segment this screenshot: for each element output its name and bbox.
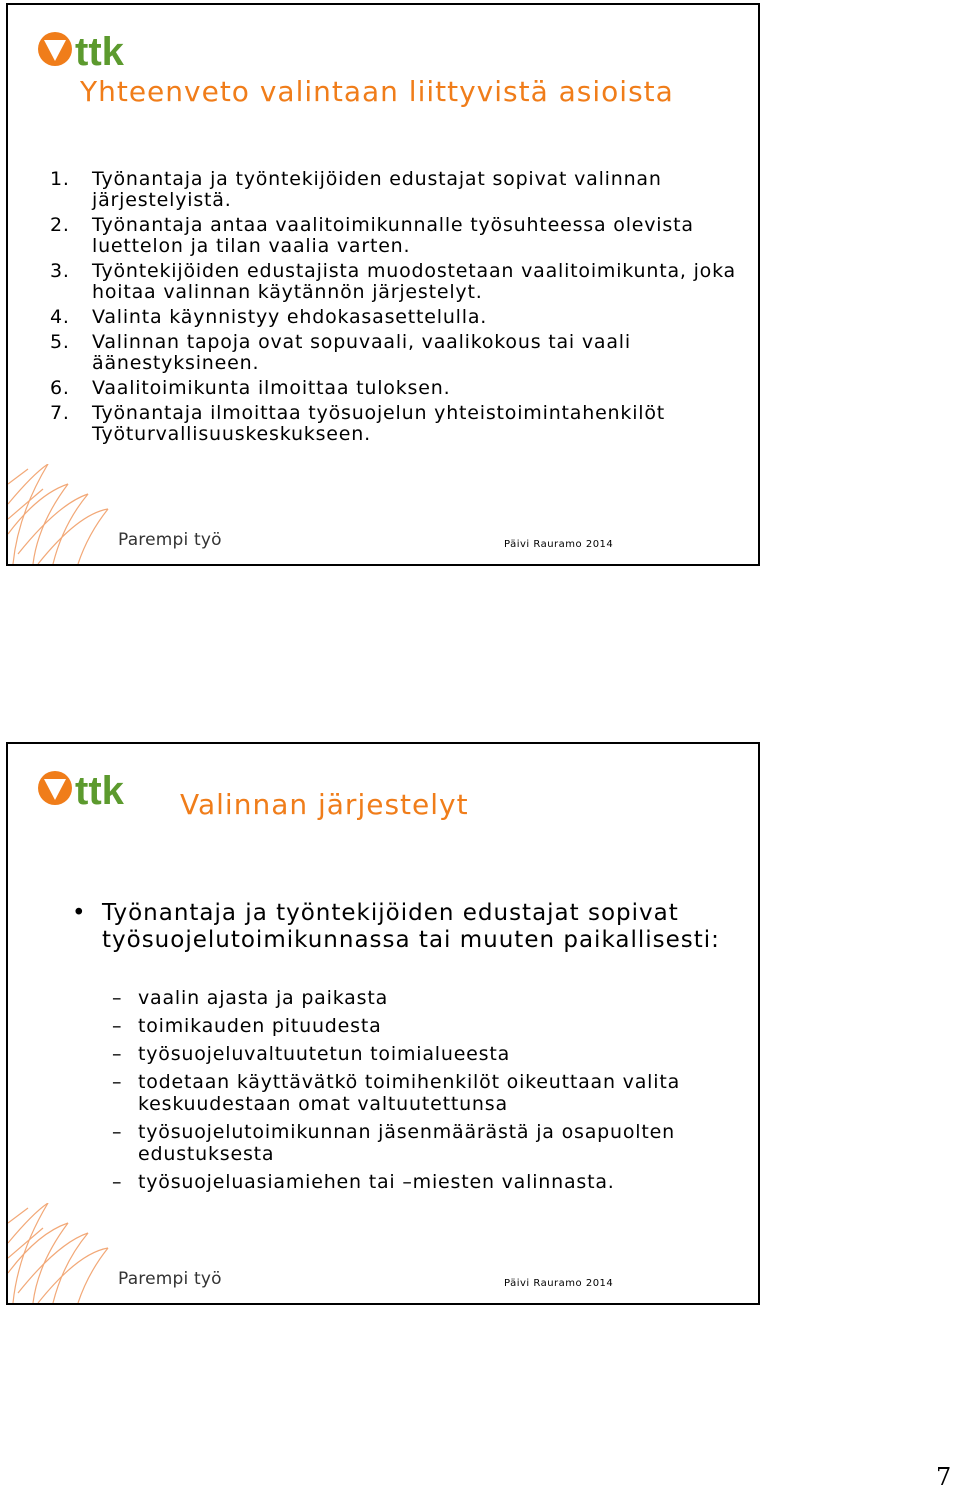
main-bullet-text: Työnantaja ja työntekijöiden edustajat sopivat työsuojelutoimikunnassa tai muuten paikallisesti:	[102, 900, 720, 953]
item-text: Työnantaja ilmoittaa työsuojelun yhteistoimintahenkilöt Työturvallisuuskeskukseen.	[92, 402, 666, 445]
decorative-lines-graphic	[8, 1203, 120, 1303]
item-number: 5.	[50, 331, 70, 353]
item-number: 7.	[50, 402, 70, 424]
list-item	[50, 332, 740, 374]
list-item	[50, 378, 740, 399]
sub-bullet-list	[112, 987, 732, 1199]
steps-list	[50, 169, 740, 449]
item-number: 4.	[50, 306, 70, 328]
main-bullet	[72, 900, 732, 954]
footer-brand: Parempi työ	[118, 530, 222, 550]
dash-icon: –	[112, 1171, 123, 1193]
item-text: Työnantaja ja työntekijöiden edustajat sopivat valinnan järjestelyistä.	[92, 168, 662, 211]
footer-author: Päivi Rauramo 2014	[504, 539, 614, 550]
dash-icon: –	[112, 1015, 123, 1037]
ttk-logo	[36, 766, 146, 812]
item-text: Valinta käynnistyy ehdokasasettelulla.	[92, 306, 488, 328]
item-number: 6.	[50, 377, 70, 399]
slide-summary	[6, 3, 760, 566]
decorative-lines-graphic	[8, 464, 120, 564]
list-item	[50, 215, 740, 257]
item-text: vaalin ajasta ja paikasta	[138, 987, 389, 1009]
list-item	[50, 307, 740, 328]
list-item	[50, 261, 740, 303]
item-text: todetaan käyttävätkö toimihenkilöt oikeuttaan valita keskuudestaan omat valtuutettunsa	[138, 1071, 681, 1115]
item-number: 3.	[50, 260, 70, 282]
item-text: Vaalitoimikunta ilmoittaa tuloksen.	[92, 377, 451, 399]
item-text: toimikauden pituudesta	[138, 1015, 382, 1037]
list-item	[50, 169, 740, 211]
item-text: työsuojeluasiamiehen tai –miesten valinnasta.	[138, 1171, 615, 1193]
footer-author: Päivi Rauramo 2014	[504, 1278, 614, 1289]
slide-title: Valinnan järjestelyt	[180, 788, 469, 821]
ttk-logo	[36, 27, 146, 73]
list-item	[112, 1071, 732, 1115]
dash-icon: –	[112, 1121, 123, 1143]
slide-arrangements	[6, 742, 760, 1305]
slide-title: Yhteenveto valintaan liittyvistä asioista	[80, 75, 674, 108]
item-text: työsuojelutoimikunnan jäsenmäärästä ja osapuolten edustuksesta	[138, 1121, 675, 1165]
dash-icon: –	[112, 1043, 123, 1065]
item-number: 1.	[50, 168, 70, 190]
list-item	[112, 1171, 732, 1193]
item-text: Työnantaja antaa vaalitoimikunnalle työsuhteessa olevista luettelon ja tilan vaalia varten.	[92, 214, 694, 257]
item-text: Työntekijöiden edustajista muodostetaan vaalitoimikunta, joka hoitaa valinnan käytännön järjestelyt.	[92, 260, 736, 303]
dash-icon: –	[112, 1071, 123, 1093]
logo-text: ttk	[75, 30, 124, 73]
list-item	[112, 1043, 732, 1065]
dash-icon: –	[112, 987, 123, 1009]
bullet-icon: •	[72, 900, 87, 926]
page-number: 7	[936, 1463, 952, 1491]
item-text: Valinnan tapoja ovat sopuvaali, vaalikokous tai vaali äänestyksineen.	[92, 331, 631, 374]
list-item	[112, 1121, 732, 1165]
item-text: työsuojeluvaltuutetun toimialueesta	[138, 1043, 511, 1065]
list-item	[112, 987, 732, 1009]
item-number: 2.	[50, 214, 70, 236]
logo-text: ttk	[75, 769, 124, 812]
footer-brand: Parempi työ	[118, 1269, 222, 1289]
list-item	[112, 1015, 732, 1037]
list-item	[50, 403, 740, 445]
